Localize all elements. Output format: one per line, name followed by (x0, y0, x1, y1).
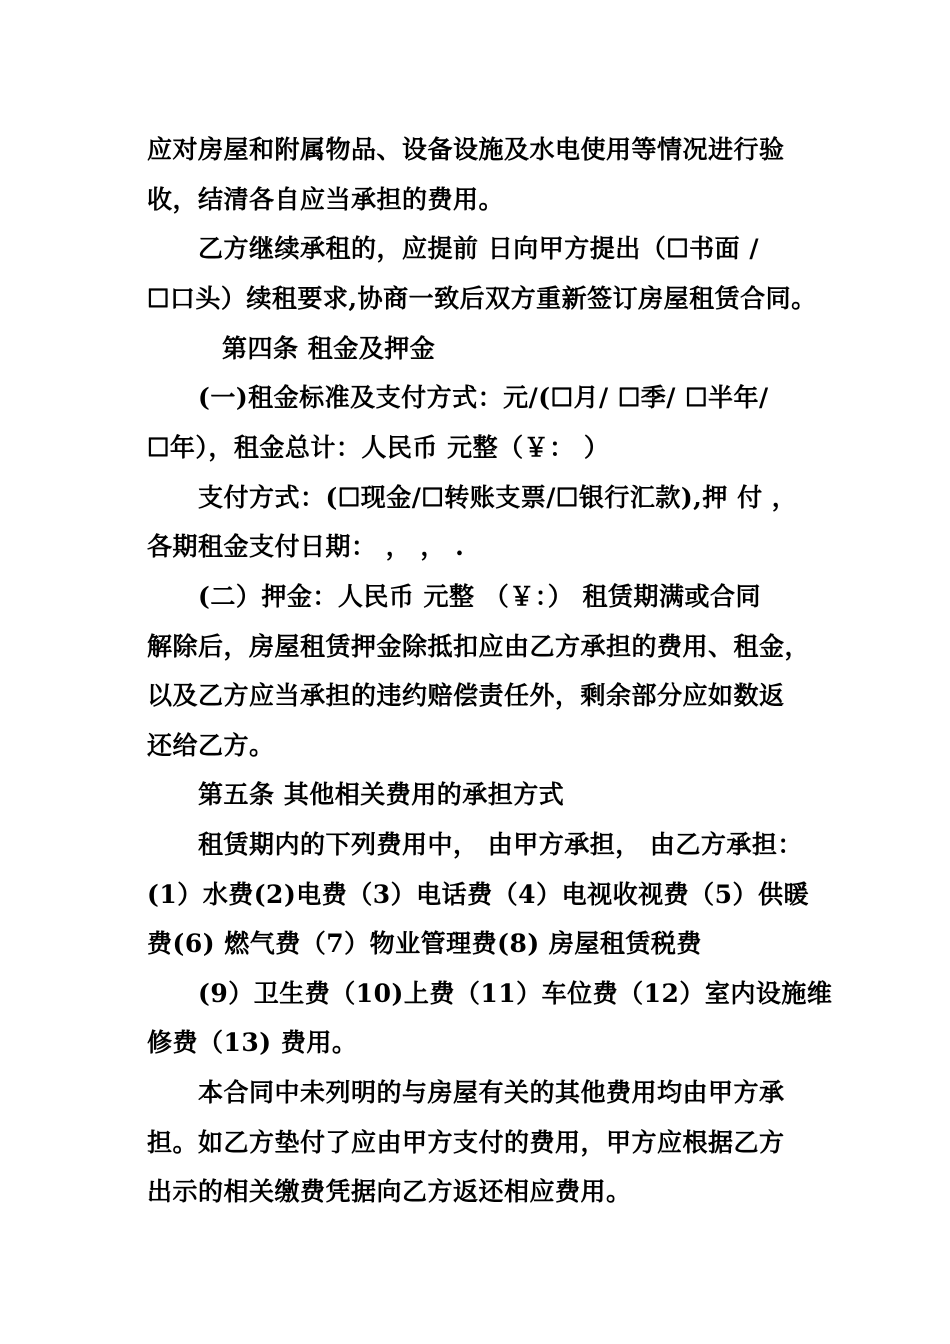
paragraph-line: (9）卫生费（10)上费（11）车位费（12）室内设施维 (198, 979, 833, 1008)
paragraph-line: 还给乙方。 (147, 731, 275, 760)
paragraph-line: 费(6) 燃气费（7）物业管理费(8) 房屋租赁税费 (147, 929, 702, 958)
paragraph-line: 出示的相关缴费凭据向乙方返还相应费用。 (147, 1177, 632, 1206)
paragraph-line: 本合同中未列明的与房屋有关的其他费用均由甲方承 (198, 1078, 785, 1107)
paragraph-line: 以及乙方应当承担的违约赔偿责任外，剩余部分应如数返 (147, 681, 785, 710)
paragraph-line: 租赁期内的下列费用中， 由甲方承担， 由乙方承担： (198, 830, 803, 859)
paragraph-line: 修费（13) 费用。 (147, 1028, 358, 1057)
paragraph-line: 担。如乙方垫付了应由甲方支付的费用，甲方应根据乙方 (147, 1128, 785, 1157)
paragraph-line: 乙方继续承租的，应提前 日向甲方提出（☐书面 / (198, 234, 759, 263)
section-heading: 第五条 其他相关费用的承担方式 (198, 780, 565, 809)
paragraph-line: (一)租金标准及支付方式：元/(☐月/ ☐季/ ☐半年/ (198, 383, 769, 412)
paragraph-line: 各期租金支付日期： ， ， . (147, 532, 465, 561)
paragraph-line: 解除后，房屋租赁押金除抵扣应由乙方承担的费用、租金， (147, 632, 811, 661)
paragraph-line: (1）水费(2)电费（3）电话费（4）电视收视费（5）供暖 (147, 880, 809, 909)
paragraph-line: (二）押金：人民币 元整 （￥：） 租赁期满或合同 (198, 582, 761, 611)
paragraph-line: 支付方式：(☐现金/☐转账支票/☐银行汇款),押 付 ， (198, 483, 798, 512)
paragraph-line: 收，结清各自应当承担的费用。 (147, 185, 505, 214)
paragraph-line: 应对房屋和附属物品、设备设施及水电使用等情况进行验 (147, 135, 785, 164)
paragraph-line: ☐口头）续租要求,协商一致后双方重新签订房屋租赁合同。 (147, 284, 817, 313)
paragraph-line: ☐年），租金总计：人民币 元整（￥： ） (147, 433, 610, 462)
section-heading: 第四条 租金及押金 (222, 334, 436, 363)
